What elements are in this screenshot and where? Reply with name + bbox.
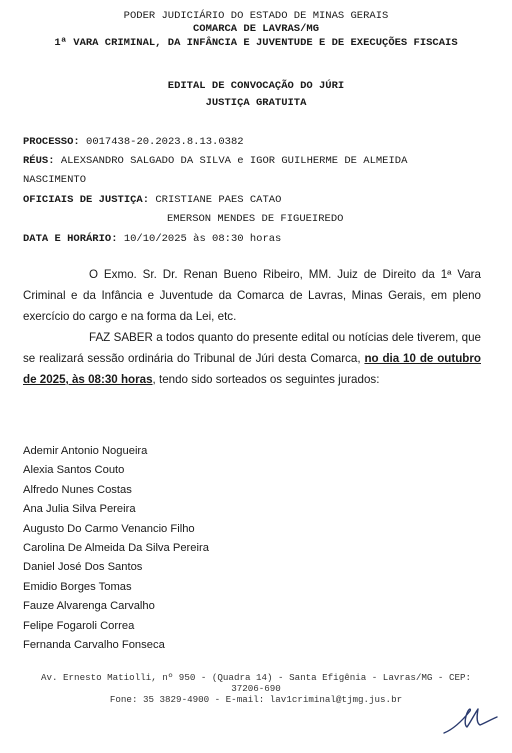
juror-name: Emidio Borges Tomas bbox=[23, 580, 132, 593]
document-subtitle: JUSTIÇA GRATUITA bbox=[205, 97, 307, 109]
paragraph-intro-text: O Exmo. Sr. Dr. Renan Bueno Ribeiro, MM. Juiz de Direito da 1ª Vara Criminal e da Infância e Juventude da Comarca de Lavras, Minas Gerais, em pleno exercício do cargo e na forma da Lei, etc. bbox=[23, 268, 481, 323]
body-text bbox=[23, 264, 481, 390]
juror-name: Alfredo Nunes Costas bbox=[23, 483, 132, 496]
reus-field bbox=[23, 155, 407, 168]
data-label: DATA E HORÁRIO: bbox=[23, 233, 118, 245]
footer-contact: Fone: 35 3829-4900 - E-mail: lav1criminal@tjmg.jus.br bbox=[109, 694, 403, 705]
oficiais-field bbox=[23, 194, 281, 207]
paragraph-faz-saber bbox=[23, 327, 481, 390]
data-value: 10/10/2025 às 08:30 horas bbox=[123, 233, 282, 245]
oficial-1: CRISTIANE PAES CATAO bbox=[155, 194, 282, 206]
juror-name: Ademir Antonio Nogueira bbox=[23, 445, 148, 457]
faz-saber-end: , tendo sido sorteados os seguintes jurados: bbox=[152, 373, 380, 386]
session-date: no dia 10 de outubro de 2025, às 08:30 horas bbox=[23, 352, 481, 386]
juror-name: Augusto Do Carmo Venancio Filho bbox=[23, 522, 195, 535]
processo-value: 0017438-20.2023.8.13.0382 bbox=[86, 136, 244, 148]
oficiais-label: OFICIAIS DE JUSTIÇA: bbox=[23, 194, 150, 206]
juror-name: Daniel José Dos Santos bbox=[23, 561, 143, 574]
signature-initials bbox=[440, 703, 500, 739]
oficial-2: EMERSON MENDES DE FIGUEIREDO bbox=[167, 213, 344, 225]
document-title: EDITAL DE CONVOCAÇÃO DO JÚRI bbox=[167, 80, 345, 92]
juror-name: Ana Julia Silva Pereira bbox=[23, 503, 136, 516]
court-name: PODER JUDICIÁRIO DO ESTADO DE MINAS GERAIS bbox=[123, 10, 389, 22]
reus-label: RÉUS: bbox=[23, 155, 55, 167]
vara-name: 1ª VARA CRIMINAL, DA INFÂNCIA E JUVENTUDE E DE EXECUÇÕES FISCAIS bbox=[54, 37, 458, 49]
juror-name: Alexia Santos Couto bbox=[23, 464, 125, 477]
juror-name: Fauze Alvarenga Carvalho bbox=[23, 600, 155, 613]
processo-label: PROCESSO: bbox=[23, 136, 80, 148]
juror-name: Fernanda Carvalho Fonseca bbox=[23, 638, 165, 651]
reus-value: ALEXSANDRO SALGADO DA SILVA e IGOR GUILHERME DE ALMEIDA bbox=[60, 155, 408, 167]
juror-name: Carolina De Almeida Da Silva Pereira bbox=[23, 541, 209, 554]
reus-value-continued: NASCIMENTO bbox=[23, 174, 87, 186]
footer-cep: 37206-690 bbox=[231, 683, 281, 694]
footer-address: Av. Ernesto Matiolli, nº 950 - (Quadra 14) - Santa Efigênia - Lavras/MG - CEP: bbox=[40, 672, 472, 683]
paragraph-intro bbox=[23, 264, 481, 327]
processo-field bbox=[23, 136, 244, 149]
jurors-list bbox=[23, 442, 209, 655]
comarca-name: COMARCA DE LAVRAS/MG bbox=[192, 23, 320, 35]
data-field bbox=[23, 233, 281, 246]
juror-name: Felipe Fogaroli Correa bbox=[23, 619, 135, 632]
faz-saber-lead: FAZ SABER bbox=[89, 331, 153, 344]
faz-saber-text: a todos quanto do presente edital ou notícias dele tiverem, que se realizará sessão ordinária do Tribunal de Júri desta Comarca, bbox=[23, 331, 481, 365]
